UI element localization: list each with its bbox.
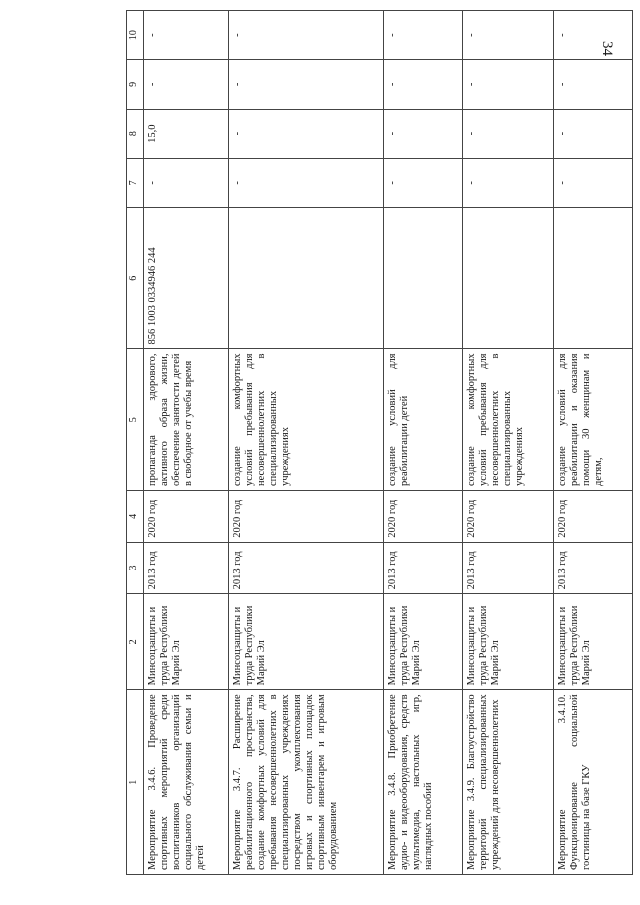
start-year: 2013 год	[144, 542, 229, 594]
table-sheet	[126, 10, 640, 870]
value-col7: -	[144, 158, 229, 207]
page-number: 34	[599, 41, 615, 56]
end-year: 2020 год	[144, 491, 229, 543]
header-cell: 8	[127, 109, 144, 158]
value-col9: -	[554, 60, 633, 109]
table-row	[463, 11, 554, 875]
header-cell: 10	[127, 11, 144, 60]
budget-code	[384, 207, 463, 349]
expected-result: пропаганда здорового, активного образа жизни, обеспечение занятости детей в свободное от учебы время	[144, 349, 229, 491]
table-row	[229, 11, 384, 875]
header-cell: 7	[127, 158, 144, 207]
start-year: 2013 год	[463, 542, 554, 594]
header-cell: 4	[127, 491, 144, 543]
budget-code	[463, 207, 554, 349]
start-year: 2013 год	[229, 542, 384, 594]
end-year: 2020 год	[384, 491, 463, 543]
value-col9: -	[229, 60, 384, 109]
value-col7: -	[384, 158, 463, 207]
end-year: 2020 год	[229, 491, 384, 543]
value-col10: -	[229, 11, 384, 60]
end-year: 2020 год	[463, 491, 554, 543]
value-col9: -	[384, 60, 463, 109]
budget-code: 856 1003 0334946 244	[144, 207, 229, 349]
header-cell: 5	[127, 349, 144, 491]
table-row	[554, 11, 633, 875]
header-cell: 6	[127, 207, 144, 349]
executor: Минсоцзащиты и труда Республики Марий Эл	[144, 594, 229, 690]
executor: Минсоцзащиты и труда Республики Марий Эл	[384, 594, 463, 690]
executor: Минсоцзащиты и труда Республики Марий Эл	[463, 594, 554, 690]
value-col8: -	[384, 109, 463, 158]
header-cell: 3	[127, 542, 144, 594]
budget-code	[554, 207, 633, 349]
measure-name: Мероприятие 3.4.7. Расширение реабилитационного пространства, создание комфортных условий для пребывания несовершеннолетних в специализированных учреждениях посредством укомплектования игровых и спортивных площадок спортивным инвентарем и игровым оборудованием	[229, 690, 384, 875]
value-col10: -	[384, 11, 463, 60]
value-col8: -	[229, 109, 384, 158]
header-cell: 9	[127, 60, 144, 109]
measures-table	[126, 10, 633, 875]
executor: Минсоцзащиты и труда Республики Марий Эл	[554, 594, 633, 690]
measure-name: Мероприятие 3.4.10. Функционирование социальной гостиницы на базе ГКУ	[554, 690, 633, 875]
header-cell: 1	[127, 690, 144, 875]
value-col8: -	[463, 109, 554, 158]
table-row	[144, 11, 229, 875]
header-row	[127, 11, 144, 875]
value-col7: -	[463, 158, 554, 207]
value-col10: -	[554, 11, 633, 60]
expected-result: создание комфортных условий пребывания для несовершеннолетних в специализированных учреждениях	[463, 349, 554, 491]
header-cell: 2	[127, 594, 144, 690]
value-col7: -	[554, 158, 633, 207]
rotated-table-container	[126, 10, 618, 875]
value-col10: -	[144, 11, 229, 60]
value-col7: -	[229, 158, 384, 207]
measure-name: Мероприятие 3.4.9. Благоустройство территорий специализированных учреждений для несовершеннолетних	[463, 690, 554, 875]
value-col9: -	[144, 60, 229, 109]
budget-code	[229, 207, 384, 349]
measure-name: Мероприятие 3.4.6. Проведение спортивных мероприятий среди воспитанников организаций социального обслуживания семьи и детей	[144, 690, 229, 875]
end-year: 2020 год	[554, 491, 633, 543]
measure-name: Мероприятие 3.4.8. Приобретение аудио- и видеооборудования, средств мультимедиа, настольных игр, наглядных пособий	[384, 690, 463, 875]
value-col8: -	[554, 109, 633, 158]
value-col9: -	[463, 60, 554, 109]
start-year: 2013 год	[384, 542, 463, 594]
expected-result: создание условий для реабилитации и оказания помощи 30 женщинам и детям,	[554, 349, 633, 491]
expected-result: создание комфортных условий пребывания для несовершеннолетних в специализированных учреждениях	[229, 349, 384, 491]
table-row	[384, 11, 463, 875]
value-col10: -	[463, 11, 554, 60]
expected-result: создание условий для реабилитации детей	[384, 349, 463, 491]
value-col8: 15,0	[144, 109, 229, 158]
start-year: 2013 год	[554, 542, 633, 594]
executor: Минсоцзащиты и труда Республики Марий Эл	[229, 594, 384, 690]
